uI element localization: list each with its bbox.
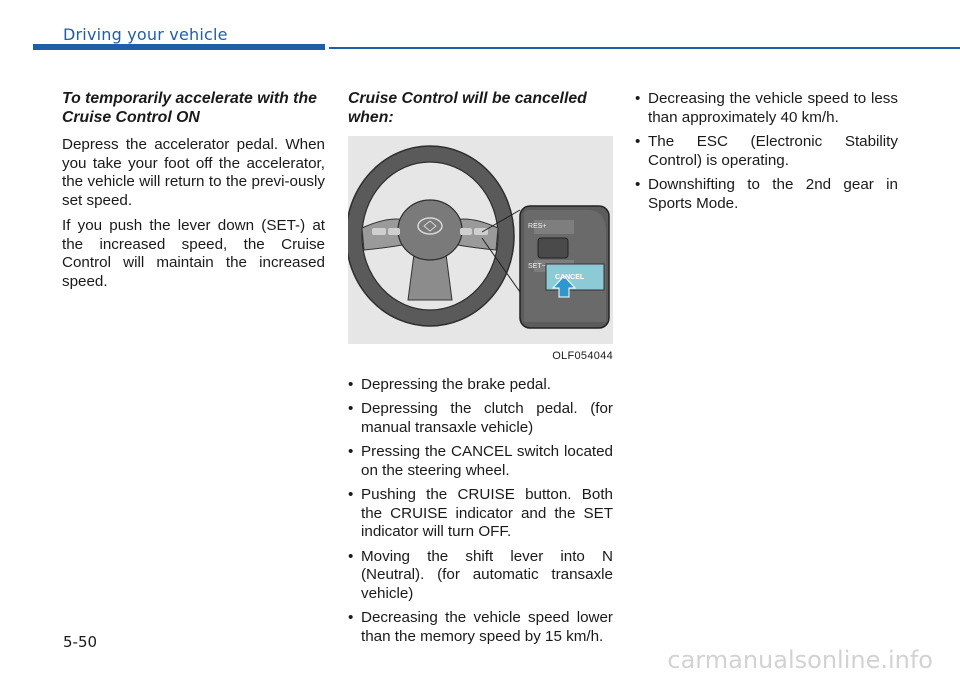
page-number: 5-50 (63, 633, 98, 651)
cancel-label: CANCEL (555, 274, 585, 281)
section-title: Driving your vehicle (63, 25, 228, 44)
list-item: • Decreasing the vehicle speed to less than approximately 40 km/h. (635, 90, 898, 127)
cancel-conditions-list-continued (635, 90, 898, 213)
column-2 (348, 90, 613, 652)
steering-wheel-figure (348, 136, 613, 344)
steering-wheel-illustration (348, 136, 613, 344)
list-item: • Depressing the clutch pedal. (for manual transaxle vehicle) (348, 400, 613, 437)
figure-caption: OLF054044 (552, 350, 613, 362)
list-item: • Downshifting to the 2nd gear in Sports Mode. (635, 176, 898, 213)
list-item: • Pushing the CRUISE button. Both the CRUISE indicator and the SET indicator will turn OFF. (348, 486, 613, 542)
list-item: • Pressing the CANCEL switch located on the steering wheel. (348, 443, 613, 480)
watermark[interactable]: carmanualsonline.info (667, 646, 933, 674)
list-item: • Depressing the brake pedal. (348, 376, 613, 395)
list-item: • The ESC (Electronic Stability Control) is operating. (635, 133, 898, 170)
list-item: • Moving the shift lever into N (Neutral). (for automatic transaxle vehicle) (348, 548, 613, 604)
set-minus-label: SET− (528, 263, 546, 270)
list-item: • Decreasing the vehicle speed lower than the memory speed by 15 km/h. (348, 609, 613, 646)
subheading-accelerate: To temporarily accelerate with the Cruise Control ON (62, 90, 317, 126)
cancel-conditions-list (348, 376, 613, 647)
column-1 (62, 90, 325, 298)
res-plus-label: RES+ (528, 223, 547, 230)
paragraph-1: Depress the accelerator pedal. When you take your foot off the accelerator, the vehicle will return to the previ-ously set speed. (62, 136, 325, 209)
column-3 (635, 90, 898, 219)
header-rule-thin (329, 47, 960, 49)
header-rule-thick (33, 44, 325, 50)
subheading-cancelled: Cruise Control will be cancelled when: (348, 90, 587, 126)
paragraph-2: If you push the lever down (SET-) at the increased speed, the Cruise Control will maintain the increased speed. (62, 217, 325, 290)
